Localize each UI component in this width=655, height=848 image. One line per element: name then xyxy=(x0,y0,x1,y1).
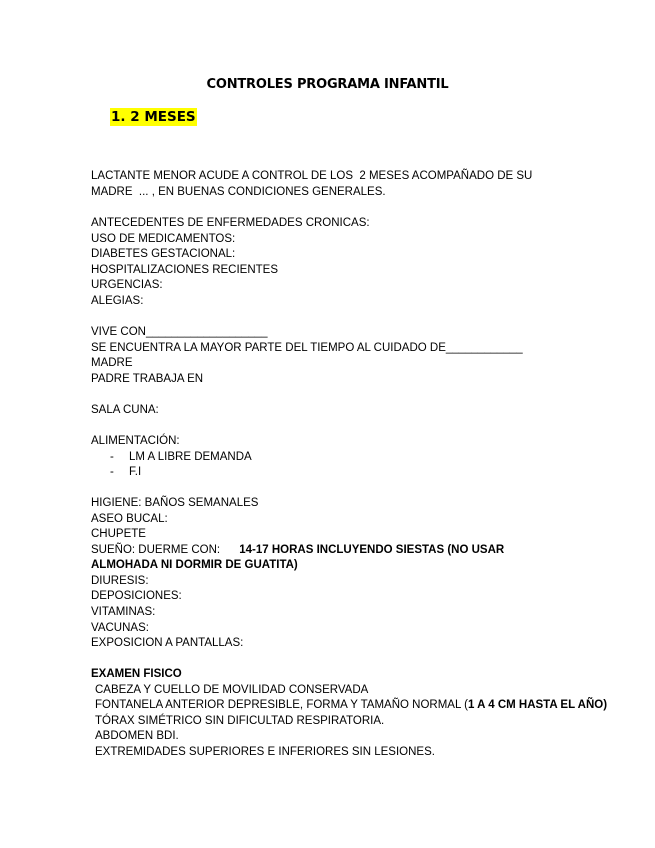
higiene-line: HIGIENE: BAÑOS SEMANALES xyxy=(91,497,259,509)
examen-torax: TÓRAX SIMÉTRICO SIN DIFICULTAD RESPIRATORIA. xyxy=(95,715,385,727)
alimentacion-item-fi: F.I xyxy=(129,466,142,478)
intro-line-2: MADRE ... , EN BUENAS CONDICIONES GENERALES. xyxy=(91,186,386,198)
sueno-recommendation-cont: ALMOHADA NI DORMIR DE GUATITA) xyxy=(91,559,298,571)
intro-line-1: LACTANTE MENOR ACUDE A CONTROL DE LOS 2 MESES ACOMPAÑADO DE SU xyxy=(91,170,533,182)
bullet-dash: - xyxy=(110,466,114,478)
antecedentes-hospitalizaciones: HOSPITALIZACIONES RECIENTES xyxy=(91,264,279,276)
chupete-line: CHUPETE xyxy=(91,528,146,540)
diuresis-line: DIURESIS: xyxy=(91,575,149,587)
examen-cabeza: CABEZA Y CUELLO DE MOVILIDAD CONSERVADA xyxy=(95,684,369,696)
antecedentes-diabetes: DIABETES GESTACIONAL: xyxy=(91,248,236,260)
aseo-bucal-line: ASEO BUCAL: xyxy=(91,513,168,525)
alimentacion-label: ALIMENTACIÓN: xyxy=(91,435,180,447)
vacunas-line: VACUNAS: xyxy=(91,622,149,634)
examen-abdomen: ABDOMEN BDI. xyxy=(95,730,179,742)
document-title: CONTROLES PROGRAMA INFANTIL xyxy=(206,77,449,92)
pantallas-line: EXPOSICION A PANTALLAS: xyxy=(91,637,244,649)
examen-fontanela xyxy=(95,698,607,712)
sueno-line xyxy=(91,543,504,557)
fontanela-range: 1 A 4 CM HASTA EL AÑO) xyxy=(467,699,608,711)
cuidado-line: SE ENCUENTRA LA MAYOR PARTE DEL TIEMPO AL CUIDADO DE____________ xyxy=(91,342,523,354)
deposiciones-line: DEPOSICIONES: xyxy=(91,590,182,602)
vitaminas-line: VITAMINAS: xyxy=(91,606,156,618)
sueno-recommendation: 14-17 HORAS INCLUYENDO SIESTAS (NO USAR xyxy=(239,544,505,556)
bullet-dash: - xyxy=(110,451,114,463)
sueno-label: SUEÑO: DUERME CON: xyxy=(91,544,221,556)
antecedentes-alergias: ALEGIAS: xyxy=(91,295,144,307)
antecedentes-cronicas: ANTECEDENTES DE ENFERMEDADES CRONICAS: xyxy=(91,217,370,229)
madre-line: MADRE xyxy=(91,357,133,369)
examen-extremidades: EXTREMIDADES SUPERIORES E INFERIORES SIN LESIONES. xyxy=(95,746,435,758)
alimentacion-item-lm: LM A LIBRE DEMANDA xyxy=(129,451,252,463)
section-heading: 1. 2 MESES xyxy=(111,109,196,125)
antecedentes-medicamentos: USO DE MEDICAMENTOS: xyxy=(91,233,236,245)
antecedentes-urgencias: URGENCIAS: xyxy=(91,279,163,291)
fontanela-text: FONTANELA ANTERIOR DEPRESIBLE, FORMA Y TAMAÑO NORMAL ( xyxy=(95,699,468,711)
sala-cuna-line: SALA CUNA: xyxy=(91,404,159,416)
vive-con-line: VIVE CON___________________ xyxy=(91,326,268,338)
sueno-spacer xyxy=(220,544,239,556)
examen-heading: EXAMEN FISICO xyxy=(91,668,182,680)
padre-line: PADRE TRABAJA EN xyxy=(91,373,204,385)
